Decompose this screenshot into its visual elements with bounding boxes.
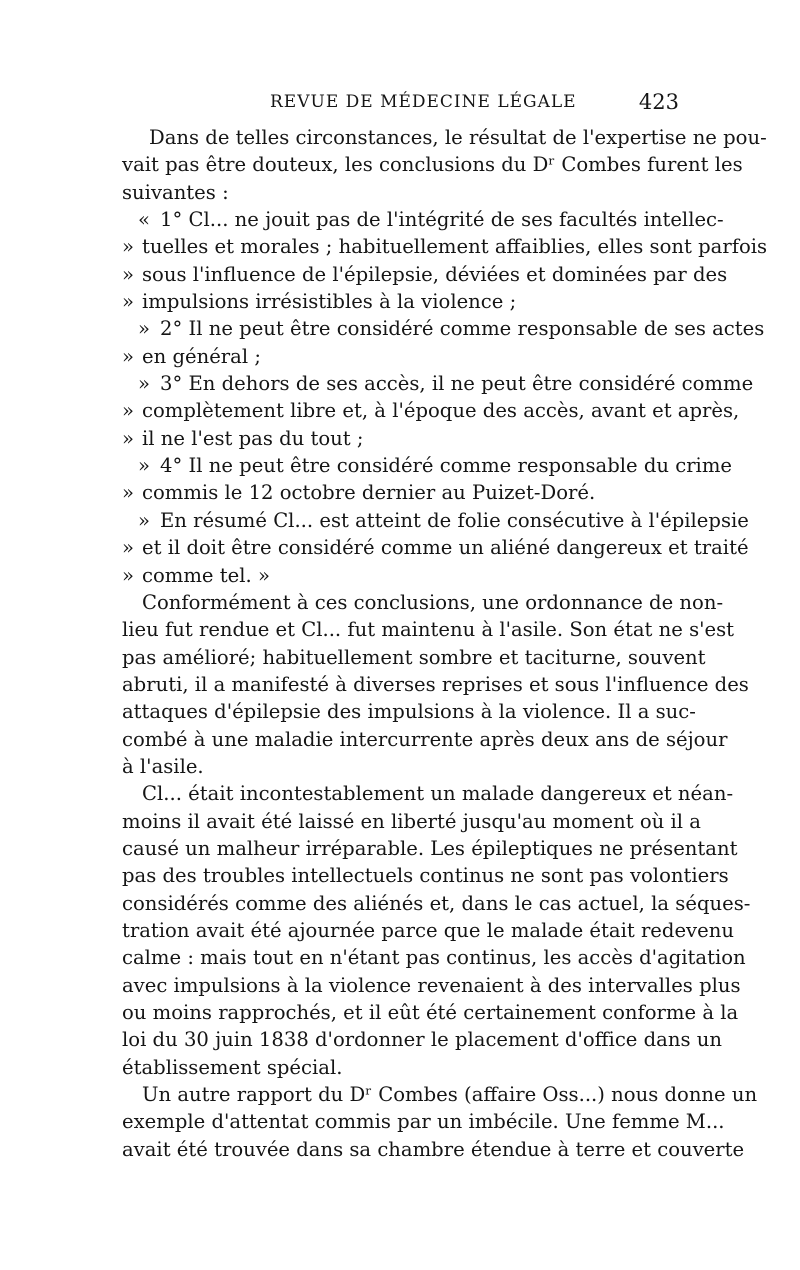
text-line: moins il avait été laissé en liberté jusqu'au moment où il a (122, 809, 701, 833)
text-line: à l'asile. (122, 754, 204, 778)
text-line: combé à une maladie intercurrente après deux ans de séjour (122, 727, 728, 751)
text-line: tration avait été ajournée parce que le malade était redevenu (122, 918, 734, 942)
body-text (122, 124, 768, 1163)
quote-marker: » (138, 372, 150, 396)
quoted-line: » en général ; (122, 343, 682, 370)
text-line: exemple d'attentat commis par un imbécile. Une femme M... (122, 1110, 725, 1134)
text-line: avait été trouvée dans sa chambre étendue à terre et couverte (122, 1137, 745, 1161)
text-line: lieu fut rendue et Cl... fut maintenu à l'asile. Son état ne s'est (122, 618, 735, 642)
text-line: pas amélioré; habituellement sombre et taciturne, souvent (122, 645, 706, 669)
quote-marker: » (138, 317, 150, 341)
quote-marker: » (122, 563, 134, 587)
quoted-line: » complètement libre et, à l'époque des accès, avant et après, (122, 397, 682, 424)
text-line: causé un malheur irréparable. Les épileptiques ne présentant (122, 836, 738, 860)
quoted-line: » commis le 12 octobre dernier au Puizet-Doré. (122, 479, 682, 506)
text-line: abruti, il a manifesté à diverses reprises et sous l'influence des (122, 672, 749, 696)
quote-marker: » (122, 235, 134, 259)
quoted-line: » En résumé Cl... est atteint de folie consécutive à l'épilepsie (122, 507, 682, 534)
quoted-line: « 1° Cl... ne jouit pas de l'intégrité de ses facultés intellec- (122, 206, 682, 233)
quoted-line: » 3° En dehors de ses accès, il ne peut être considéré comme (122, 370, 682, 397)
text-line: considérés comme des aliénés et, dans le cas actuel, la séques- (122, 891, 751, 915)
quoted-line: » comme tel. » (122, 562, 682, 589)
quoted-line: » 2° Il ne peut être considéré comme responsable de ses actes (122, 315, 682, 342)
text-line: suivantes : (122, 180, 229, 204)
quoted-line: » sous l'influence de l'épilepsie, déviées et dominées par des (122, 261, 682, 288)
quote-marker: » (122, 426, 134, 450)
page-number: 423 (638, 90, 679, 114)
text-line: attaques d'épilepsie des impulsions à la violence. Il a suc- (122, 700, 696, 724)
text-line: Un autre rapport du Dʳ Combes (affaire Oss...) nous donne un (142, 1083, 758, 1107)
quoted-line: » et il doit être considéré comme un aliéné dangereux et traité (122, 534, 682, 561)
text-line: avec impulsions à la violence revenaient à des intervalles plus (122, 973, 741, 997)
quote-marker: » (138, 454, 150, 478)
quote-marker: » (122, 481, 134, 505)
running-title: REVUE DE MÉDECINE LÉGALE (270, 92, 577, 112)
text-line: Dans de telles circonstances, le résultat de l'expertise ne pou- (149, 126, 767, 149)
text-line: établissement spécial. (122, 1055, 343, 1079)
text-line: calme : mais tout en n'étant pas continus, les accès d'agitation (122, 946, 746, 970)
quote-marker: » (138, 508, 150, 532)
quote-marker: » (122, 262, 134, 286)
text-line: loi du 30 juin 1838 d'ordonner le placement d'office dans un (122, 1028, 722, 1052)
text-line: ou moins rapprochés, et il eût été certainement conforme à la (122, 1001, 739, 1024)
quote-marker: » (122, 536, 134, 560)
text-line: Conformément à ces conclusions, une ordonnance de non- (142, 590, 724, 614)
quoted-line: » il ne l'est pas du tout ; (122, 425, 682, 452)
text-line: vait pas être douteux, les conclusions du Dʳ Combes furent les (122, 153, 743, 177)
quote-marker: » (122, 290, 134, 314)
quoted-line: » tuelles et morales ; habituellement affaiblies, elles sont parfois (122, 233, 682, 260)
text-line: pas des troubles intellectuels continus ne sont pas volontiers (122, 864, 729, 888)
quoted-line: » impulsions irrésistibles à la violence ; (122, 288, 682, 315)
quote-marker: » (122, 399, 134, 423)
quote-marker: » (122, 344, 134, 368)
quote-marker: « (138, 208, 150, 232)
page-header (120, 92, 685, 122)
text-line: Cl... était incontestablement un malade dangereux et néan- (142, 782, 734, 806)
quoted-line: » 4° Il ne peut être considéré comme responsable du crime (122, 452, 682, 479)
